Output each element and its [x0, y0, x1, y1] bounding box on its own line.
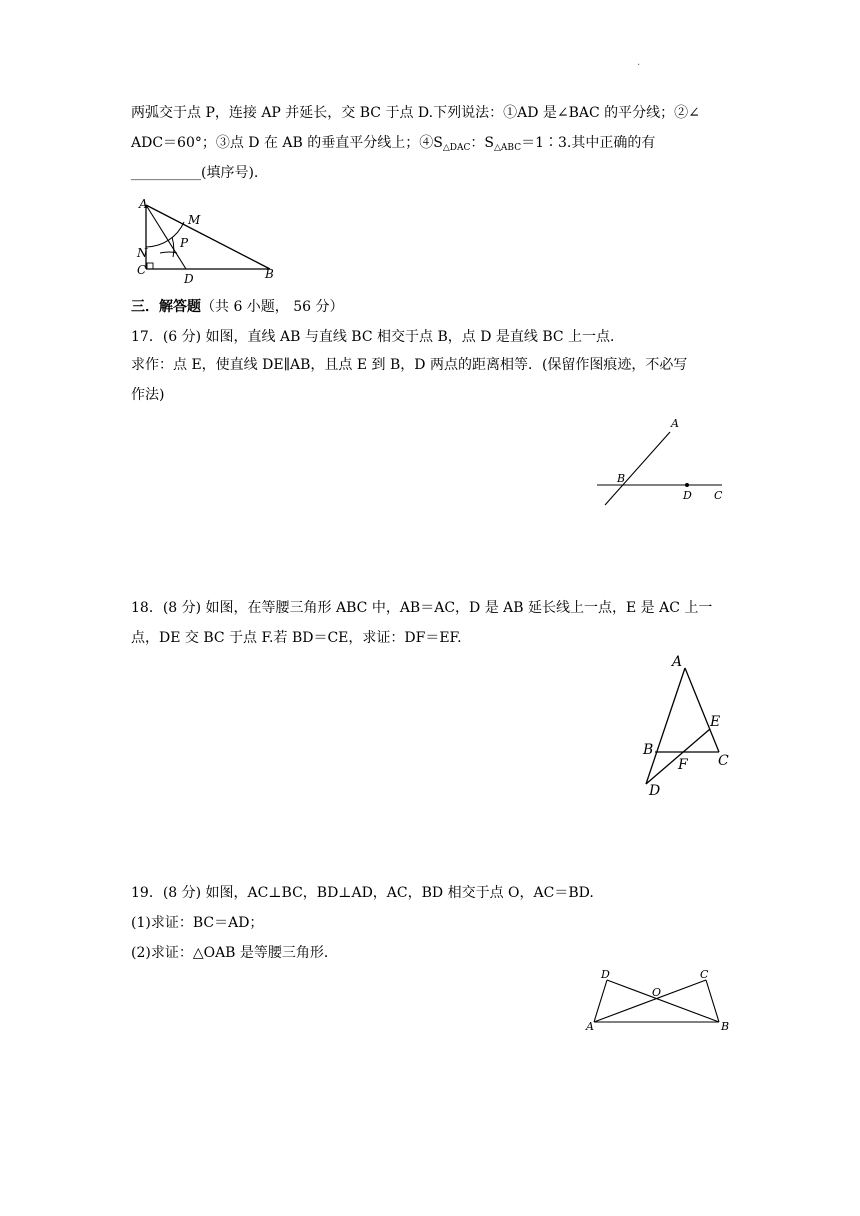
- q16-label-a: A: [139, 197, 148, 211]
- q18-label-f: F: [678, 757, 688, 773]
- q17-label-a: A: [671, 417, 679, 430]
- q16-sub-abc: △ABC: [494, 143, 522, 153]
- q16-label-m: M: [188, 213, 201, 227]
- q19-figure: [580, 965, 735, 1037]
- q19-label-d: D: [601, 968, 610, 981]
- q18-label-d: D: [649, 783, 661, 799]
- section-3-heading: [131, 297, 344, 317]
- q19-label-o: O: [652, 986, 662, 999]
- q19-line-1: 19．(8 分) 如图，AC⊥BC，BD⊥AD，AC，BD 相交于点 O，AC＝BD.: [131, 885, 594, 901]
- q16-line-2-c: ＝1∶3.其中正确的有: [521, 135, 656, 151]
- q19-line-2: (1)求证：BC＝AD；: [131, 915, 264, 931]
- q16-label-n: N: [137, 246, 148, 260]
- q18-figure: [638, 650, 738, 798]
- q16-line-2-a: ADC＝60°；③点 D 在 AB 的垂直平分线上；④S: [131, 135, 443, 151]
- q17-line-2: 求作：点 E，使直线 DE∥AB，且点 E 到 B，D 两点的距离相等．(保留作图痕迹，不必写: [131, 357, 688, 373]
- q17-label-d: D: [683, 489, 692, 502]
- q16-line-1: 两弧交于点 P，连接 AP 并延长，交 BC 于点 D.下列说法：①AD 是∠BAC 的平分线；②∠: [131, 105, 700, 121]
- q18-label-e: E: [710, 714, 721, 730]
- q17-figure: [595, 415, 730, 510]
- q16-line-2-b: ：S: [470, 135, 495, 151]
- header-mark: ·: [637, 60, 641, 71]
- q17-line-3: 作法): [131, 387, 165, 403]
- q16-sub-dac: △DAC: [442, 143, 471, 153]
- q16-label-c: C: [137, 263, 147, 277]
- q17-line-1: 17．(6 分) 如图，直线 AB 与直线 BC 相交于点 B，点 D 是直线 BC 上一点．: [131, 329, 625, 345]
- section-3-info: （共 6 小题， 56 分）: [201, 299, 344, 315]
- q18-line-1: 18．(8 分) 如图，在等腰三角形 ABC 中，AB＝AC，D 是 AB 延长线上一点，E 是 AC 上一: [131, 600, 713, 616]
- q18-label-b: B: [643, 742, 654, 758]
- section-3-title: 三．解答题: [131, 299, 201, 315]
- q16-label-b: B: [265, 267, 274, 281]
- q16-label-d: D: [184, 272, 194, 286]
- q16-line-2: [131, 133, 655, 158]
- q18-label-c: C: [718, 753, 729, 769]
- q19-line-3: (2)求证：△OAB 是等腰三角形．: [131, 945, 338, 961]
- q18-line-2: 点，DE 交 BC 于点 F.若 BD＝CE，求证：DF＝EF.: [131, 630, 462, 646]
- q18-label-a: A: [672, 654, 683, 670]
- q16-label-p: P: [180, 236, 189, 250]
- q17-label-b: B: [617, 472, 626, 485]
- q19-label-a: A: [586, 1020, 594, 1033]
- q16-figure: [130, 195, 290, 285]
- q19-label-c: C: [700, 968, 709, 981]
- q17-label-c: C: [714, 489, 723, 502]
- q16-line-3: __________(填序号).: [131, 165, 259, 181]
- q19-label-b: B: [721, 1020, 730, 1033]
